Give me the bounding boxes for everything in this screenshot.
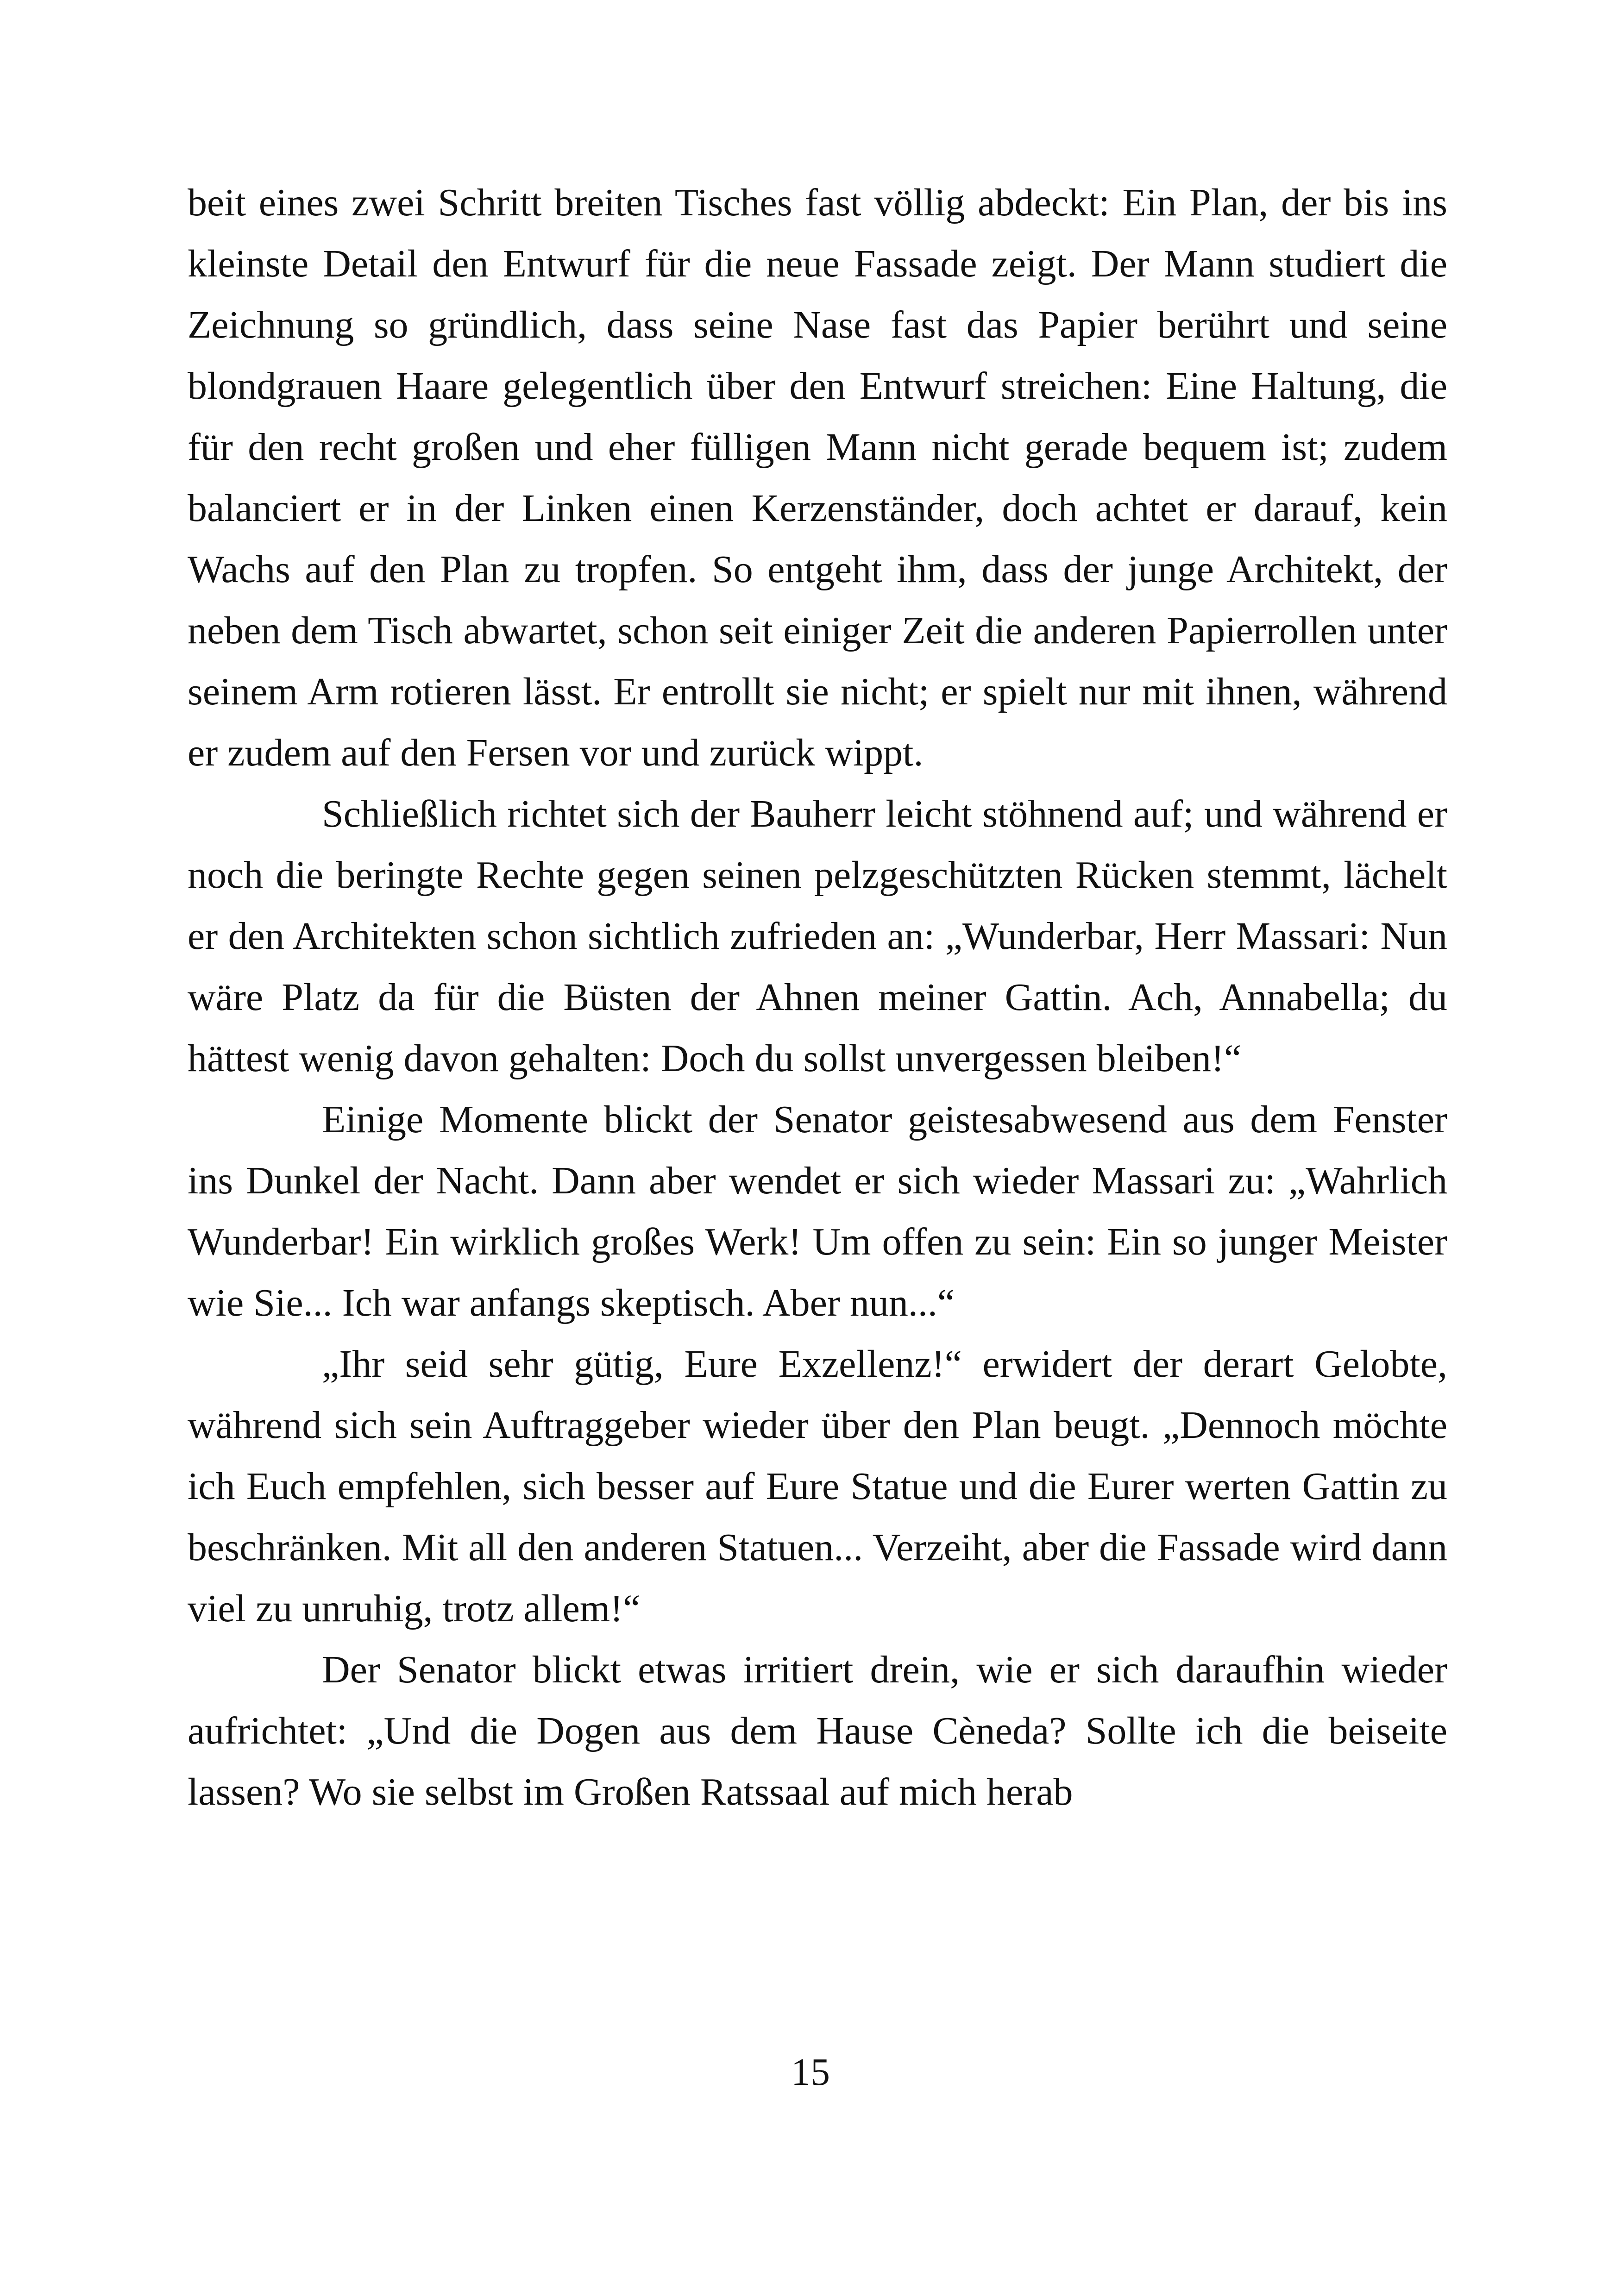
paragraph-4: „Ihr seid sehr gütig, Eure Exzellenz!“ erwidert der derart Gelobte, während sich sein Auftraggeber wieder über den Plan beugt. „Dennoch möchte ich Euch empfehlen, sich besser auf Eure Statue und die Eurer werten Gattin zu beschränken. Mit all den anderen Statuen... Verzeiht, aber die Fassade wird dann viel zu unruhig, trotz allem!“ (188, 1342, 1447, 1630)
page-number: 15 (791, 2051, 830, 2094)
paragraph-1: beit eines zwei Schritt breiten Tisches fast völlig abdeckt: Ein Plan, der bis ins kleinste Detail den Entwurf für die neue Fassade zeigt. Der Mann studiert die Zeichnung so gründlich, dass seine Nase fast das Papier berührt und seine blondgrauen Haare gelegentlich über den Entwurf streichen: Eine Haltung, die für den recht großen und eher fülligen Mann nicht gerade bequem ist; zudem balanciert er in der Linken einen Kerzenständer, doch achtet er darauf, kein Wachs auf den Plan zu tropfen. So entgeht ihm, dass der junge Architekt, der neben dem Tisch abwartet, schon seit einiger Zeit die anderen Papierrollen unter seinem Arm rotieren lässt. Er entrollt sie nicht; er spielt nur mit ihnen, während er zudem auf den Fersen vor und zurück wippt. (188, 181, 1447, 774)
paragraph-5: Der Senator blickt etwas irritiert drein, wie er sich daraufhin wieder aufrichtet: „Und die Dogen aus dem Hause Cèneda? Sollte ich die beiseite lassen? Wo sie selbst im Großen Ratssaal auf mich herab (188, 1648, 1447, 1813)
body-text (188, 172, 1447, 1823)
paragraph-2: Schließlich richtet sich der Bauherr leicht stöhnend auf; und während er noch die beringte Rechte gegen seinen pelzgeschützten Rücken stemmt, lächelt er den Architekten schon sichtlich zufrieden an: „Wunderbar, Herr Massari: Nun wäre Platz da für die Büsten der Ahnen meiner Gattin. Ach, Annabella; du hättest wenig davon gehalten: Doch du sollst unvergessen bleiben!“ (188, 792, 1447, 1080)
paragraph-3: Einige Momente blickt der Senator geistesabwesend aus dem Fenster ins Dunkel der Nacht. Dann aber wendet er sich wieder Massari zu: „Wahrlich Wunderbar! Ein wirklich großes Werk! Um offen zu sein: Ein so junger Meister wie Sie... Ich war anfangs skeptisch. Aber nun...“ (188, 1098, 1447, 1324)
